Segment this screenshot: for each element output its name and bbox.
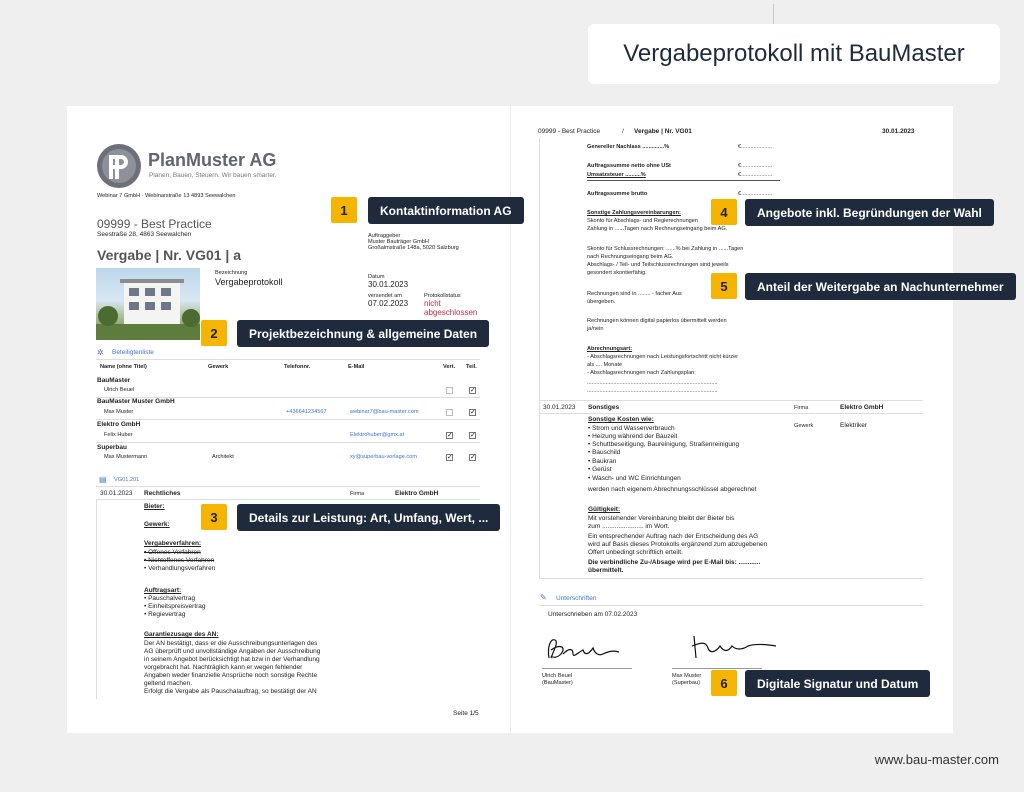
sonstiges-firma-value: Elektro GmbH — [840, 404, 884, 411]
participant-email[interactable]: Elektrohuber@gmx.at — [350, 432, 405, 438]
verbindlich-line: übermittelt. — [588, 567, 624, 574]
signature-line-right — [672, 668, 762, 669]
participant-person: Felix Huber — [104, 432, 133, 438]
th-telefon: Telefonnr. — [284, 364, 311, 370]
garantie-line: in seinem Angebot berücksichtigt hat bzw in der Verhandlung — [144, 656, 320, 663]
teil-checkbox[interactable]: ✓ — [470, 454, 476, 461]
protokollstatus-value-line1: nicht — [424, 299, 441, 308]
brutto-label: Auftragssumme brutto — [587, 191, 648, 197]
item-rule — [96, 499, 480, 500]
signature-left-image — [543, 632, 623, 666]
auftraggeber-label: Auftraggeber — [368, 233, 401, 239]
abrechnung-line: .................................................................................... — [587, 388, 718, 394]
signature-line-left — [542, 668, 632, 669]
callout-number-6: 6 — [711, 670, 737, 696]
participant-person: Max Muster — [104, 409, 134, 415]
rh-separator: / — [622, 128, 624, 135]
page-number: Seite 1/5 — [453, 710, 479, 717]
kosten-title: Sonstige Kosten wie: — [588, 416, 654, 423]
gueltigkeit-title: Gültigkeit: — [588, 506, 621, 513]
th-gewerk: Gewerk — [208, 364, 229, 370]
teil-checkbox[interactable]: ✓ — [470, 409, 476, 416]
callout-label-5: Anteil der Weitergabe an Nachunternehmer — [745, 273, 1016, 300]
auftragsart-item: • Einheitspreisvertrag — [144, 603, 206, 611]
garantie-line: geltend machen. — [144, 680, 193, 687]
gueltigkeit-line: wird auf Basis dieses Protokolls ergänzend zum abzugebenen — [588, 541, 768, 548]
versendet-value: 07.02.2023 — [368, 299, 409, 308]
zahlung-line: ja/nein — [587, 326, 604, 332]
planmuster-logo-icon — [96, 143, 142, 189]
sender-address: Webinar 7 GmbH · Webinarstraße 13 4893 Seewalchen — [97, 193, 236, 199]
participant-person: Max Mustermann — [104, 454, 148, 460]
signature-right-image — [690, 632, 780, 662]
gueltigkeit-line: Mit vorstehender Vereinbarung bleibt der Bieter bis — [588, 515, 735, 522]
kosten-item: • Schuttbeseitigung, Baureinigung, Straßenreinigung — [588, 441, 739, 449]
callout-number-3: 3 — [201, 504, 227, 530]
verfahren-item: • Verhandlungsverfahren — [144, 565, 215, 573]
callout-number-4: 4 — [711, 199, 737, 225]
vg-link[interactable]: VG01.201 — [114, 477, 140, 483]
bezeichnung-label: Bezeichnung — [215, 270, 248, 276]
th-email: E-Mail — [348, 364, 365, 370]
kosten-item: • Gerüst — [588, 466, 612, 474]
zahlung-line: gesondert skontierfähig. — [587, 270, 647, 276]
participant-company: BauMaster Muster GmbH — [97, 398, 175, 405]
kosten-item: • Baukran — [588, 458, 616, 466]
datum-label: Datum — [368, 274, 385, 280]
document-icon: ▤ — [99, 475, 107, 484]
participant-company: Superbau — [97, 444, 127, 451]
signer-right-company: (Superbau) — [672, 680, 700, 686]
zahlung-line: Abschlags- / Teil- und Teilschlussrechnungen sind jeweils — [587, 262, 729, 268]
signatures-rule — [539, 605, 923, 606]
euro-value: €.................... — [738, 144, 773, 150]
garantie-line: AG überprüft und unvollständige Angaben der Ausschreibung — [144, 648, 321, 655]
vergabe-title: Vergabe | Nr. VG01 | a — [97, 247, 242, 263]
kosten-item: • Strom und Wasserverbrauch — [588, 425, 675, 433]
abrechnung-line: - Abschlagsrechnungen nach Zahlungsplan: — [587, 370, 696, 376]
sonstiges-gewerk-label: Gewerk — [794, 423, 814, 429]
row-rule — [96, 419, 480, 420]
vert-checkbox[interactable] — [446, 409, 453, 416]
nachlass-label: Genereller Nachlass ..............% — [587, 144, 670, 150]
zahlung-line: Rechnungen sind in ........ - facher Aus — [587, 291, 682, 297]
beteiligtenliste-title: Beteiligtenliste — [112, 349, 154, 356]
abrechnungsart-title: Abrechnungsart: — [587, 346, 633, 352]
callout-label-4: Angebote inkl. Begründungen der Wahl — [745, 199, 994, 226]
garantie-title: Garantiezusage des AN: — [144, 631, 219, 638]
teil-checkbox[interactable]: ✓ — [470, 387, 476, 394]
ust-label: Umsatzsteuer ..........% — [587, 172, 646, 178]
signature-pen-icon: ✎ — [540, 593, 547, 602]
datum-value: 30.01.2023 — [368, 280, 409, 289]
project-address: Seestraße 28, 4863 Seewalchen — [97, 231, 192, 238]
gueltigkeit-line: Offert unbedingt schriftlich erteilt. — [588, 549, 683, 556]
participant-phone[interactable]: +436641234567 — [286, 409, 327, 415]
zahlung-line: Skonto für Abschlags- und Regierechnungen — [587, 218, 699, 224]
participant-email[interactable]: xy@superbau-vorlage.com — [350, 454, 417, 460]
sonstiges-rule — [539, 413, 923, 414]
auftragsart-item: • Regievertrag — [144, 611, 185, 619]
sonstiges-title: Sonstiges — [588, 404, 620, 411]
abrechnung-line: als .... Monate — [587, 362, 623, 368]
signed-date-line: Unterschrieben am 07.02.2023 — [548, 611, 638, 618]
euro-value: €.................... — [738, 163, 773, 169]
auftraggeber-name: Muster Bauträger GmbH — [368, 239, 429, 245]
item-date: 30.01.2023 — [100, 490, 133, 497]
kosten-tail: werden nach eigenem Abrechnungsschlüssel abgerechnet — [588, 486, 757, 493]
gueltigkeit-line: Ein entsprechender Auftrag nach der Entscheidung des AG — [588, 533, 759, 540]
vergabeverfahren-title: Vergabeverfahren: — [144, 540, 202, 547]
callout-number-5: 5 — [711, 273, 737, 299]
sum-rule — [587, 180, 780, 181]
netto-label: Auftragssumme netto ohne USt — [587, 163, 671, 169]
rh-date: 30.01.2023 — [882, 128, 915, 135]
right-side-rule — [539, 138, 540, 578]
item-rule — [96, 486, 480, 487]
abrechnung-line: - Abschlagsrechnungen nach Leistungsfortschritt nicht kürzer — [587, 354, 739, 360]
th-name: Name (ohne Titel) — [100, 364, 147, 370]
signer-right-name: Max Muster — [672, 673, 702, 679]
zahlung-line: Zahlung in ......Tagen nach Rechnungseingang beim AG. — [587, 226, 728, 232]
project-photo — [96, 268, 200, 340]
zahlung-title: Sonstige Zahlungsvereinbarungen: — [587, 210, 681, 216]
garantie-line: Angaben weder finanzielle Ansprüche noch sonstige Rechte — [144, 672, 318, 679]
project-number: 09999 - Best Practice — [97, 217, 212, 231]
footer-url[interactable]: www.bau-master.com — [874, 752, 999, 767]
callout-number-1: 1 — [331, 197, 357, 223]
vert-checkbox[interactable] — [446, 387, 453, 394]
verbindlich-line: Die verbindliche Zu-/Absage wird per E-Mail bis: ............ — [588, 559, 761, 566]
callout-number-2: 2 — [201, 320, 227, 346]
auftragsart-item: • Pauschalvertrag — [144, 595, 195, 603]
teil-checkbox[interactable]: ✓ — [470, 432, 476, 439]
firma-value: Elektro GmbH — [395, 490, 439, 497]
vert-checkbox[interactable]: ✓ — [447, 432, 453, 439]
row-rule — [96, 442, 480, 443]
callout-label-2: Projektbezeichnung & allgemeine Daten — [237, 320, 489, 347]
signatures-title: Unterschriften — [556, 595, 597, 602]
rh-project: 09999 - Best Practice — [538, 128, 601, 135]
callout-label-6: Digitale Signatur und Datum — [745, 670, 930, 697]
vert-checkbox[interactable]: ✓ — [447, 454, 453, 461]
participant-person: Ulrich Beuel — [104, 387, 135, 393]
top-divider-line — [773, 4, 774, 24]
signer-left-company: (BauMaster) — [542, 680, 573, 686]
kosten-item: • Heizung während der Bauzeit — [588, 433, 677, 441]
garantie-line: Der AN bestätigt, dass er die Ausschreibungsunterlagen des — [144, 640, 318, 647]
zahlung-line: Rechnungen können digital papierlos übermittelt werden — [587, 318, 727, 324]
sonstiges-rule — [539, 400, 923, 401]
euro-value: €.................... — [738, 191, 773, 197]
participant-gewerk: Architekt — [212, 454, 234, 460]
zahlung-line: Skonto für Schlussrechnungen: ......% bei Zahlung in ......Tagen — [587, 246, 744, 252]
signer-left-name: Ulrich Beuel — [542, 673, 573, 679]
item-side-rule — [96, 499, 97, 699]
th-teil: Teil. — [466, 364, 477, 370]
verfahren-item: • Offenes Verfahren — [144, 549, 201, 557]
beteiligte-rule — [96, 359, 480, 360]
gueltigkeit-line: zum ....................... im Wort. — [588, 523, 670, 530]
firma-label: Firma — [350, 491, 365, 497]
abrechnung-line: .................................................................................... — [587, 380, 718, 386]
gear-icon: ✲ — [97, 348, 104, 357]
participant-company: Elektro GmbH — [97, 421, 141, 428]
euro-value: €.................... — [738, 172, 773, 178]
auftragsart-title: Auftragsart: — [144, 587, 182, 594]
participant-email[interactable]: webinar7@bau-master.com — [350, 409, 419, 415]
company-logo-name: PlanMuster AG — [148, 150, 277, 170]
garantie-line: Erfolgt die Vergabe als Pauschalauftrag, so bestätigt der AN — [144, 688, 317, 695]
kosten-item: • Bauschild — [588, 449, 620, 457]
zahlung-line: nach Rechnungseingang beim AG. — [587, 254, 674, 260]
building-icon — [96, 268, 200, 340]
page-title: Vergabeprotokoll mit BauMaster — [588, 24, 1000, 84]
gewerk-label: Gewerk: — [144, 521, 170, 528]
zahlung-line: übergeben. — [587, 299, 616, 305]
participant-company: BauMaster — [97, 377, 131, 384]
kosten-item: • Wasch- und WC Einrichtungen — [588, 475, 681, 483]
verfahren-item: • Nichtoffenes Verfahren — [144, 557, 214, 565]
callout-label-1: Kontaktinformation AG — [368, 197, 524, 224]
sonstiges-date: 30.01.2023 — [543, 404, 576, 411]
item-title: Rechtliches — [144, 490, 181, 497]
sonstiges-gewerk-value: Elektriker — [840, 422, 868, 429]
callout-label-3: Details zur Leistung: Art, Umfang, Wert, ... — [237, 504, 500, 531]
garantie-line: vorgebracht hat. Nachträglich kann er wegen fehlender — [144, 664, 303, 671]
bieter-label: Bieter: — [144, 503, 165, 510]
company-slogan: Planen, Bauen, Steuern. Wir bauen smarter. — [149, 172, 277, 179]
th-vert: Vert. — [443, 364, 456, 370]
protokollstatus-label: Protokollstatus — [424, 293, 461, 299]
sonstiges-firma-label: Firma — [794, 405, 809, 411]
versendet-label: versendet am — [368, 293, 402, 299]
bezeichnung-value: Vergabeprotokoll — [215, 277, 283, 287]
protokollstatus-value-line2: abgeschlossen — [424, 308, 478, 317]
rh-vergabe: Vergabe | Nr. VG01 — [634, 128, 692, 135]
auftraggeber-address: Großalmstraße 148a, 5020 Salzburg — [368, 245, 459, 251]
sonstiges-rule — [539, 578, 923, 579]
